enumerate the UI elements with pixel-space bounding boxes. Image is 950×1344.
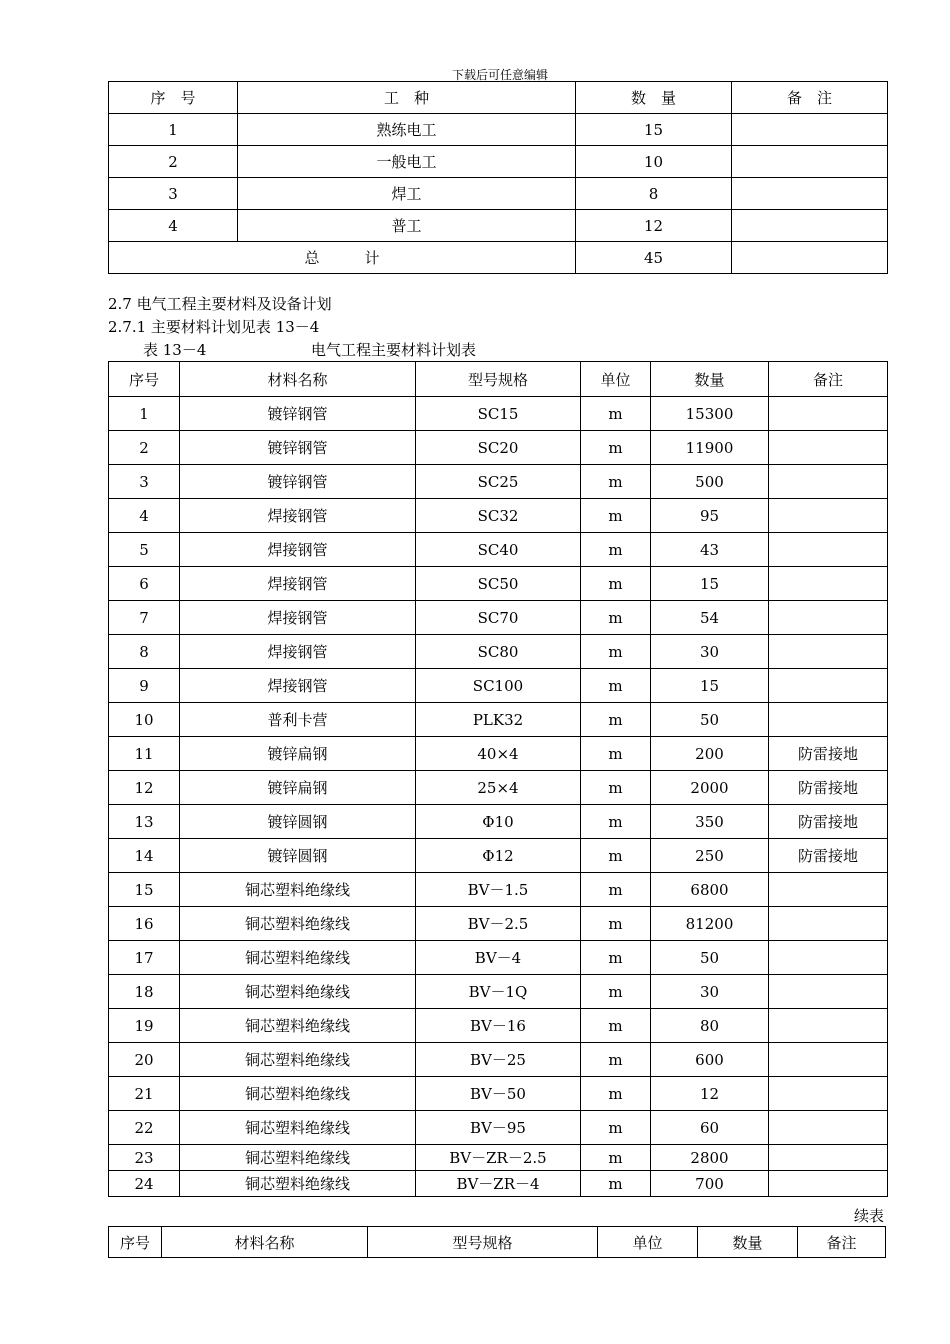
cell-unit: m [581,1009,651,1043]
cell-note [732,210,888,242]
cell-unit: m [581,1077,651,1111]
cell-spec: 25×4 [416,771,581,805]
cell-no: 2 [109,146,238,178]
cell-unit: m [581,941,651,975]
cell-type: 焊工 [238,178,576,210]
cell-name: 焊接钢管 [180,533,416,567]
cell-no: 18 [109,975,180,1009]
cell-spec: SC20 [416,431,581,465]
cell-note [769,941,888,975]
cell-name: 铜芯塑料绝缘线 [180,941,416,975]
cell-unit: m [581,1111,651,1145]
cell-spec: Φ12 [416,839,581,873]
cell-name: 铜芯塑料绝缘线 [180,1077,416,1111]
cell-note [732,146,888,178]
cell-qty: 6800 [651,873,769,907]
cell-unit: m [581,975,651,1009]
subsection-heading: 2.7.1 主要材料计划见表 13－4 [108,318,320,336]
cell-note [769,975,888,1009]
header-cell: 型号规格 [416,362,581,397]
table-row [109,465,888,499]
table-row [109,178,888,210]
cell-qty: 50 [651,703,769,737]
table-row [109,805,888,839]
cell-note [769,431,888,465]
cell-spec: BV－1Q [416,975,581,1009]
table-row [109,1043,888,1077]
cell-spec: SC32 [416,499,581,533]
section-heading: 2.7 电气工程主要材料及设备计划 [108,295,332,313]
cell-note [769,669,888,703]
cell-note: 防雷接地 [769,771,888,805]
table-row [109,737,888,771]
table-row [109,499,888,533]
labor-total-row [109,242,888,274]
cell-spec: SC40 [416,533,581,567]
cell-unit: m [581,737,651,771]
table-row [109,1171,888,1197]
cell-no: 7 [109,601,180,635]
cell-unit: m [581,805,651,839]
cell-no: 22 [109,1111,180,1145]
cell-name: 铜芯塑料绝缘线 [180,907,416,941]
cell-no: 15 [109,873,180,907]
cell-type: 一般电工 [238,146,576,178]
cell-unit: m [581,567,651,601]
cell-unit: m [581,873,651,907]
cell-qty: 30 [651,635,769,669]
cell-note [769,1171,888,1197]
header-cell: 数量 [698,1227,798,1258]
cell-no: 10 [109,703,180,737]
header-cell: 工 种 [238,82,576,114]
cell-qty: 54 [651,601,769,635]
cell-note [769,465,888,499]
cell-note [769,1043,888,1077]
table-row [109,210,888,242]
table-row [109,431,888,465]
cell-note [769,907,888,941]
cell-unit: m [581,1043,651,1077]
cell-unit: m [581,1171,651,1197]
continued-table [108,1226,886,1258]
cell-qty: 15300 [651,397,769,431]
header-cell: 数量 [651,362,769,397]
cell-qty: 15 [651,669,769,703]
cell-note [769,397,888,431]
table-row [109,1009,888,1043]
cell-unit: m [581,499,651,533]
cell-spec: SC100 [416,669,581,703]
table-row [109,635,888,669]
cell-name: 镀锌圆钢 [180,805,416,839]
cell-note [769,1145,888,1171]
cell-unit: m [581,839,651,873]
cell-qty: 60 [651,1111,769,1145]
table-row [109,1077,888,1111]
cell-name: 镀锌圆钢 [180,839,416,873]
cell-name: 镀锌钢管 [180,397,416,431]
cell-note [769,567,888,601]
cell-qty: 12 [651,1077,769,1111]
cell-name: 铜芯塑料绝缘线 [180,975,416,1009]
cell-note: 防雷接地 [769,839,888,873]
cell-qty: 350 [651,805,769,839]
cell-note [769,703,888,737]
header-cell: 数 量 [576,82,732,114]
header-cell: 备注 [798,1227,886,1258]
cell-spec: BV－1.5 [416,873,581,907]
cell-qty: 10 [576,146,732,178]
cell-unit: m [581,601,651,635]
cell-type: 普工 [238,210,576,242]
cell-no: 8 [109,635,180,669]
cell-spec: Φ10 [416,805,581,839]
cell-spec: SC80 [416,635,581,669]
cell-no: 14 [109,839,180,873]
cell-spec: BV－4 [416,941,581,975]
table-caption-title: 电气工程主要材料计划表 [311,341,477,359]
cell-spec: 40×4 [416,737,581,771]
table-row [109,669,888,703]
header-cell: 序 号 [109,82,238,114]
cell-qty: 15 [651,567,769,601]
cell-name: 焊接钢管 [180,567,416,601]
cell-spec: SC70 [416,601,581,635]
cell-note [769,1009,888,1043]
material-table [108,361,888,1197]
table-row [109,114,888,146]
cell-unit: m [581,465,651,499]
cell-spec: SC25 [416,465,581,499]
header-note: 下载后可任意编辑 [451,68,548,82]
cell-spec: SC15 [416,397,581,431]
cell-qty: 12 [576,210,732,242]
cell-name: 焊接钢管 [180,499,416,533]
header-cell: 单位 [598,1227,698,1258]
cell-spec: BV－ZR－4 [416,1171,581,1197]
cell-qty: 80 [651,1009,769,1043]
cell-no: 1 [109,114,238,146]
table-row [109,975,888,1009]
continued-label: 续表 [853,1207,884,1225]
table-row [109,703,888,737]
cell-spec: BV－16 [416,1009,581,1043]
cell-unit: m [581,669,651,703]
table-caption-number: 表 13－4 [143,341,207,359]
table-row [109,907,888,941]
cell-qty: 2800 [651,1145,769,1171]
cell-no: 24 [109,1171,180,1197]
cell-no: 21 [109,1077,180,1111]
cell-no: 1 [109,397,180,431]
cell-spec: PLK32 [416,703,581,737]
table-row [109,1145,888,1171]
cell-spec: BV－2.5 [416,907,581,941]
labor-table [108,81,888,274]
cell-no: 20 [109,1043,180,1077]
cell-name: 铜芯塑料绝缘线 [180,1043,416,1077]
cell-spec: SC50 [416,567,581,601]
cell-qty: 15 [576,114,732,146]
table-row [109,839,888,873]
cell-qty: 200 [651,737,769,771]
cell-no: 19 [109,1009,180,1043]
cell-no: 3 [109,465,180,499]
cell-no: 9 [109,669,180,703]
header-cell: 序号 [109,362,180,397]
header-cell: 型号规格 [368,1227,598,1258]
cell-qty: 8 [576,178,732,210]
cell-name: 镀锌钢管 [180,431,416,465]
cell-name: 镀锌扁钢 [180,771,416,805]
cell-spec: BV－95 [416,1111,581,1145]
cell-qty: 600 [651,1043,769,1077]
cell-spec: BV－25 [416,1043,581,1077]
cell-unit: m [581,703,651,737]
cell-no: 3 [109,178,238,210]
header-cell: 备 注 [732,82,888,114]
cell-unit: m [581,431,651,465]
table-row [109,771,888,805]
cell-no: 17 [109,941,180,975]
cell-name: 镀锌钢管 [180,465,416,499]
cell-name: 焊接钢管 [180,601,416,635]
cell-no: 12 [109,771,180,805]
cell-unit: m [581,533,651,567]
table-row [109,146,888,178]
cell-type: 熟练电工 [238,114,576,146]
header-cell: 材料名称 [180,362,416,397]
cell-qty: 30 [651,975,769,1009]
continued-table-header [109,1227,886,1258]
table-row [109,533,888,567]
cell-spec: BV－ZR－2.5 [416,1145,581,1171]
total-label: 总 计 [109,242,576,274]
cell-no: 16 [109,907,180,941]
cell-name: 普利卡营 [180,703,416,737]
cell-name: 铜芯塑料绝缘线 [180,1111,416,1145]
header-cell: 材料名称 [162,1227,368,1258]
table-row [109,567,888,601]
total-qty: 45 [576,242,732,274]
total-note [732,242,888,274]
cell-no: 11 [109,737,180,771]
cell-note: 防雷接地 [769,737,888,771]
cell-note [769,601,888,635]
table-row [109,941,888,975]
cell-qty: 2000 [651,771,769,805]
cell-name: 焊接钢管 [180,635,416,669]
cell-note [732,178,888,210]
cell-qty: 11900 [651,431,769,465]
cell-note [769,499,888,533]
cell-name: 铜芯塑料绝缘线 [180,1171,416,1197]
cell-name: 铜芯塑料绝缘线 [180,1009,416,1043]
table-row [109,397,888,431]
header-cell: 备注 [769,362,888,397]
labor-table-header [109,82,888,114]
material-table-header [109,362,888,397]
cell-note [769,873,888,907]
cell-unit: m [581,907,651,941]
cell-qty: 50 [651,941,769,975]
cell-note [769,1111,888,1145]
cell-qty: 500 [651,465,769,499]
cell-no: 6 [109,567,180,601]
header-cell: 单位 [581,362,651,397]
cell-unit: m [581,635,651,669]
cell-name: 铜芯塑料绝缘线 [180,1145,416,1171]
cell-spec: BV－50 [416,1077,581,1111]
cell-qty: 700 [651,1171,769,1197]
cell-name: 焊接钢管 [180,669,416,703]
cell-unit: m [581,397,651,431]
cell-qty: 250 [651,839,769,873]
cell-no: 4 [109,210,238,242]
cell-no: 4 [109,499,180,533]
cell-no: 23 [109,1145,180,1171]
cell-unit: m [581,1145,651,1171]
cell-qty: 81200 [651,907,769,941]
cell-note: 防雷接地 [769,805,888,839]
cell-qty: 43 [651,533,769,567]
cell-note [769,533,888,567]
header-cell: 序号 [109,1227,162,1258]
cell-name: 镀锌扁钢 [180,737,416,771]
cell-no: 5 [109,533,180,567]
cell-note [732,114,888,146]
table-row [109,1111,888,1145]
cell-no: 13 [109,805,180,839]
cell-note [769,1077,888,1111]
cell-note [769,635,888,669]
cell-name: 铜芯塑料绝缘线 [180,873,416,907]
table-row [109,873,888,907]
cell-unit: m [581,771,651,805]
cell-no: 2 [109,431,180,465]
table-row [109,601,888,635]
cell-qty: 95 [651,499,769,533]
